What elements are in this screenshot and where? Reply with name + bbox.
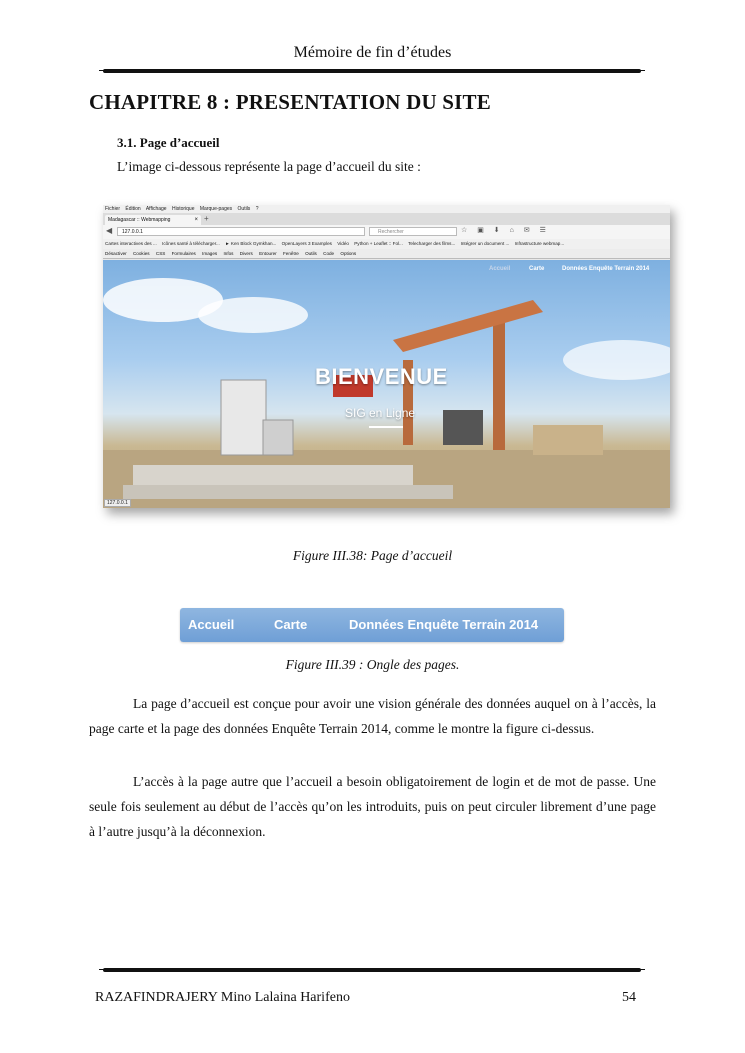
paragraph-1 [89,691,656,741]
page-tabs-figure [180,608,564,642]
site-nav-accueil: Accueil [489,266,511,272]
paragraph-1-text: La page d’accueil est conçue pour avoir une vision générale des données auquel on à l’accès, la page carte et la page des données Enquête Terrain 2014, comme le montre la figure ci-dessus. [89,696,656,736]
bookmark-item: OpenLayers 3 Examples [281,241,332,246]
menu-outils: Outils [237,206,251,212]
footer-author: RAZAFINDRAJERY Mino Lalaina Harifeno [95,990,350,1005]
devbar-item: Désactiver [105,251,127,256]
tab-accueil: Accueil [188,617,235,632]
new-tab-icon: + [204,214,209,223]
menu-marque-pages: Marque-pages [199,206,233,212]
web-developer-toolbar [103,249,670,259]
welcome-heading: BIENVENUE [315,364,448,389]
tab-donnees-enquete: Données Enquête Terrain 2014 [349,617,539,632]
section-intro: L’image ci-dessous représente la page d’accueil du site : [117,159,421,174]
close-icon: × [194,217,198,223]
url-bar: 127.0.0.1 [117,227,365,236]
bookmark-item: Intégrer un document ... [460,241,510,246]
menu-fichier: Fichier [105,206,121,212]
homepage-screenshot [103,205,670,508]
bookmark-item: Icônes santé à télécharger... [162,241,220,246]
bookmark-item: Vidéo [337,241,349,246]
homepage-hero [103,260,670,508]
chapter-title: CHAPITRE 8 : PRESENTATION DU SITE [89,90,491,114]
paragraph-2 [89,769,656,844]
back-arrow-icon: ◀ [106,226,113,235]
browser-tab-title: Madagascar :: Webmapping [108,217,171,223]
tab-carte: Carte [274,617,308,632]
welcome-subtitle: SIG en Ligne [345,406,416,420]
devbar-item: Options [340,251,357,256]
figure-38-caption: Figure III.38: Page d’accueil [292,548,453,563]
devbar-item: Outils [305,251,317,256]
menu-historique: Historique [171,206,195,212]
bookmark-item: Telecharger des films... [408,241,456,246]
devbar-item: Formulaires [171,251,196,256]
browser-menubar [103,205,670,213]
bookmark-item: Python + Leaflet :: Fol... [354,241,403,246]
page-header-title: Mémoire de fin d’études [293,44,452,61]
devbar-item: Entourer [259,251,277,256]
menu-edition: Édition [125,206,141,212]
devbar-item: Cookies [132,251,150,256]
bookmark-item: Cartes interactives des ... [105,241,157,246]
devbar-item: Images [202,251,218,256]
devbar-item: Fenêtre [282,251,299,256]
devbar-item: Infos [223,251,234,256]
site-nav-donnees: Données Enquête Terrain 2014 [562,266,650,272]
toolbar-icons: ☆ ▣ ⬇ ⌂ ✉ ☰ [461,227,550,234]
bookmark-item: Infrastructure webmap... [514,241,565,246]
footer-rule [103,968,641,972]
devbar-item: Divers [239,251,253,256]
devbar-item: Code [323,251,335,256]
bookmarks-bar [103,239,670,249]
bookmark-item: ► Ken Block Gymkhan... [225,241,277,246]
menu-aide: ? [255,206,259,212]
menu-affichage: Affichage [145,206,167,212]
paragraph-2-text: L’accès à la page autre que l’accueil a besoin obligatoirement de login et de mot de passe. Une seule fois seulement au début de l’accès qu’on les introduits, puis on peut circuler librement d’une page à l’autre jusqu’à la déconnexion. [89,774,656,839]
site-nav-carte: Carte [529,266,545,272]
section-heading: 3.1. Page d’accueil [117,135,220,150]
figure-39-caption: Figure III.39 : Ongle des pages. [285,657,460,672]
browser-tabbar [103,213,670,225]
subtitle-underline [369,426,403,428]
devbar-item: CSS [155,251,166,256]
page-number: 54 [622,990,636,1005]
header-rule [103,69,641,73]
status-url: 127.0.0.1 [104,499,131,507]
search-bar: Rechercher [369,227,457,236]
browser-navbar [103,225,670,240]
browser-tab [105,215,201,225]
